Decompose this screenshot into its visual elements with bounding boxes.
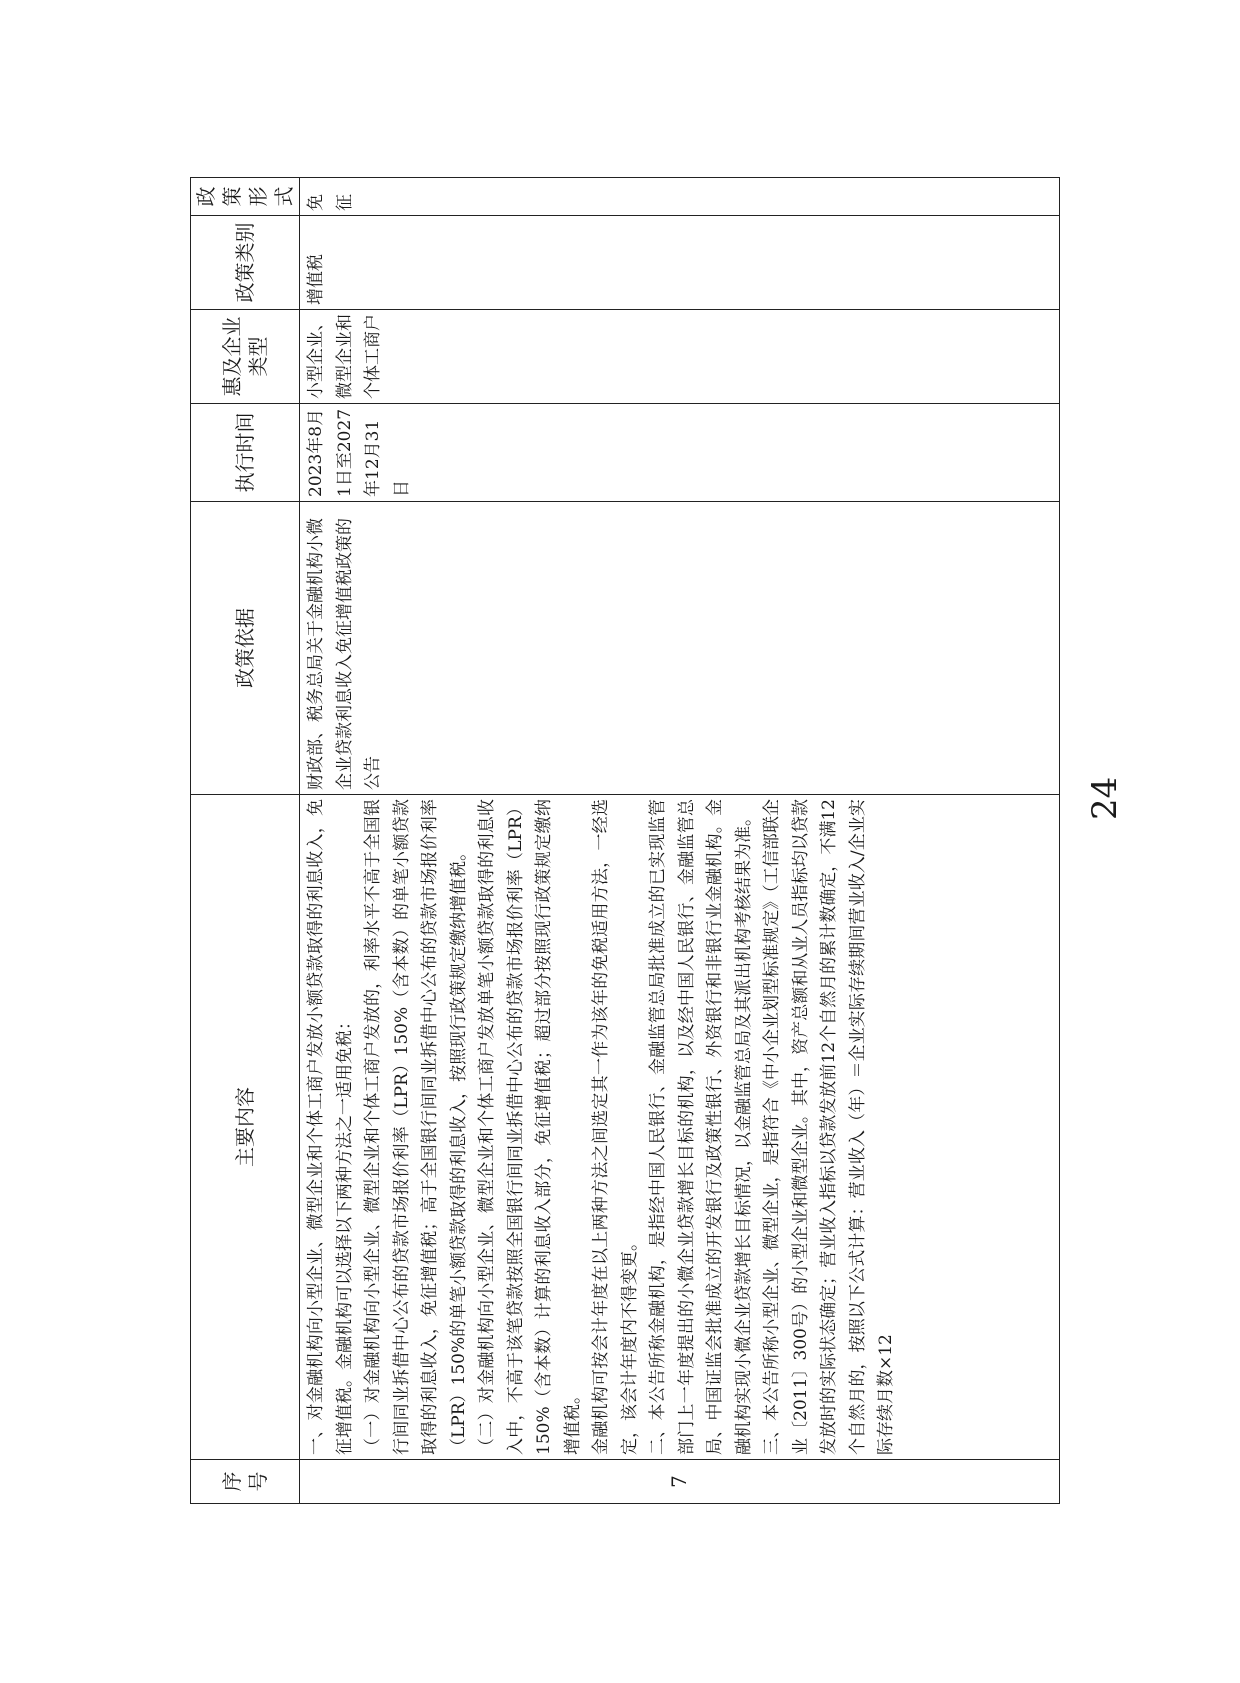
main-paragraph: 一、对金融机构向小型企业、微型企业和个体工商户发放小额贷款取得的利息收入，免征增值税。金融机构可以选择以下两种方法之一适用免税：: [306, 799, 355, 1455]
rotated-table-container: [190, 178, 1060, 1504]
header-main-content: 主要内容: [191, 795, 300, 1460]
table-row: [300, 178, 1060, 1504]
cell-policy-basis: 财政部、税务总局关于金融机构小微企业贷款利息收入免征增值税政策的公告: [300, 502, 1060, 795]
main-paragraph: 三、本公告所称小型企业、微型企业，是指符合《中小企业划型标准规定》（工信部联企业〔2011〕300号）的小型企业和微型企业。其中，资产总额和从业人员指标均以贷款发放时的实际状态确定；营业收入指标以贷款发放前12个自然月的累计数确定，不满12个自然月的，按照以下公式计算：营业收入（年）＝企业实际存续期间营业收入/企业实际存续月数×12: [762, 799, 896, 1455]
cell-policy-category: 增值税: [300, 216, 1060, 310]
cell-main-content: [300, 795, 1060, 1460]
header-execution-time: 执行时间: [191, 404, 300, 502]
header-policy-basis: 政策依据: [191, 502, 300, 795]
main-paragraph: （二）对金融机构向小型企业、微型企业和个体工商户发放单笔小额贷款取得的利息收入中，不高于该笔贷款按照全国银行间同业拆借中心公布的贷款市场报价利率（LPR）150%（含本数）计算的利息收入部分，免征增值税；超过部分按照现行政策规定缴纳增值税。: [477, 799, 583, 1455]
main-paragraph: 金融机构可按会计年度在以上两种方法之间选定其一作为该年的免税适用方法，一经选定，该会计年度内不得变更。: [591, 799, 640, 1455]
cell-execution-time: 2023年8月1日至2027年12月31日: [300, 404, 1060, 502]
table-header-row: [191, 178, 300, 1504]
main-paragraph: （一）对金融机构向小型企业、微型企业和个体工商户发放的，利率水平不高于全国银行间同业拆借中心公布的贷款市场报价利率（LPR）150%（含本数）的单笔小额贷款取得的利息收入，免征增值税；高于全国银行间同业拆借中心公布的贷款市场报价利率（LPR）150%的单笔小额贷款取得的利息收入，按照现行政策规定缴纳增值税。: [363, 799, 469, 1455]
policy-table: [190, 177, 1060, 1504]
header-enterprise-type: 惠及企业类型: [191, 310, 300, 404]
page-number: 24: [1085, 776, 1125, 820]
main-paragraph: 二、本公告所称金融机构，是指经中国人民银行、金融监管总局批准成立的已实现监管部门上一年度提出的小微企业贷款增长目标的机构，以及经中国人民银行、金融监管总局、中国证监会批准成立的开发银行及政策性银行、外资银行和非银行业金融机构。金融机构实现小微企业贷款增长目标情况，以金融监管总局及其派出机构考核结果为准。: [648, 799, 754, 1455]
cell-seq: 7: [300, 1460, 1060, 1504]
cell-enterprise-type: 小型企业、微型企业和个体工商户: [300, 310, 1060, 404]
cell-policy-form: 免征: [300, 178, 1060, 216]
header-policy-form: 政策形式: [191, 178, 300, 216]
header-policy-category: 政策类别: [191, 216, 300, 310]
header-seq: 序号: [191, 1460, 300, 1504]
